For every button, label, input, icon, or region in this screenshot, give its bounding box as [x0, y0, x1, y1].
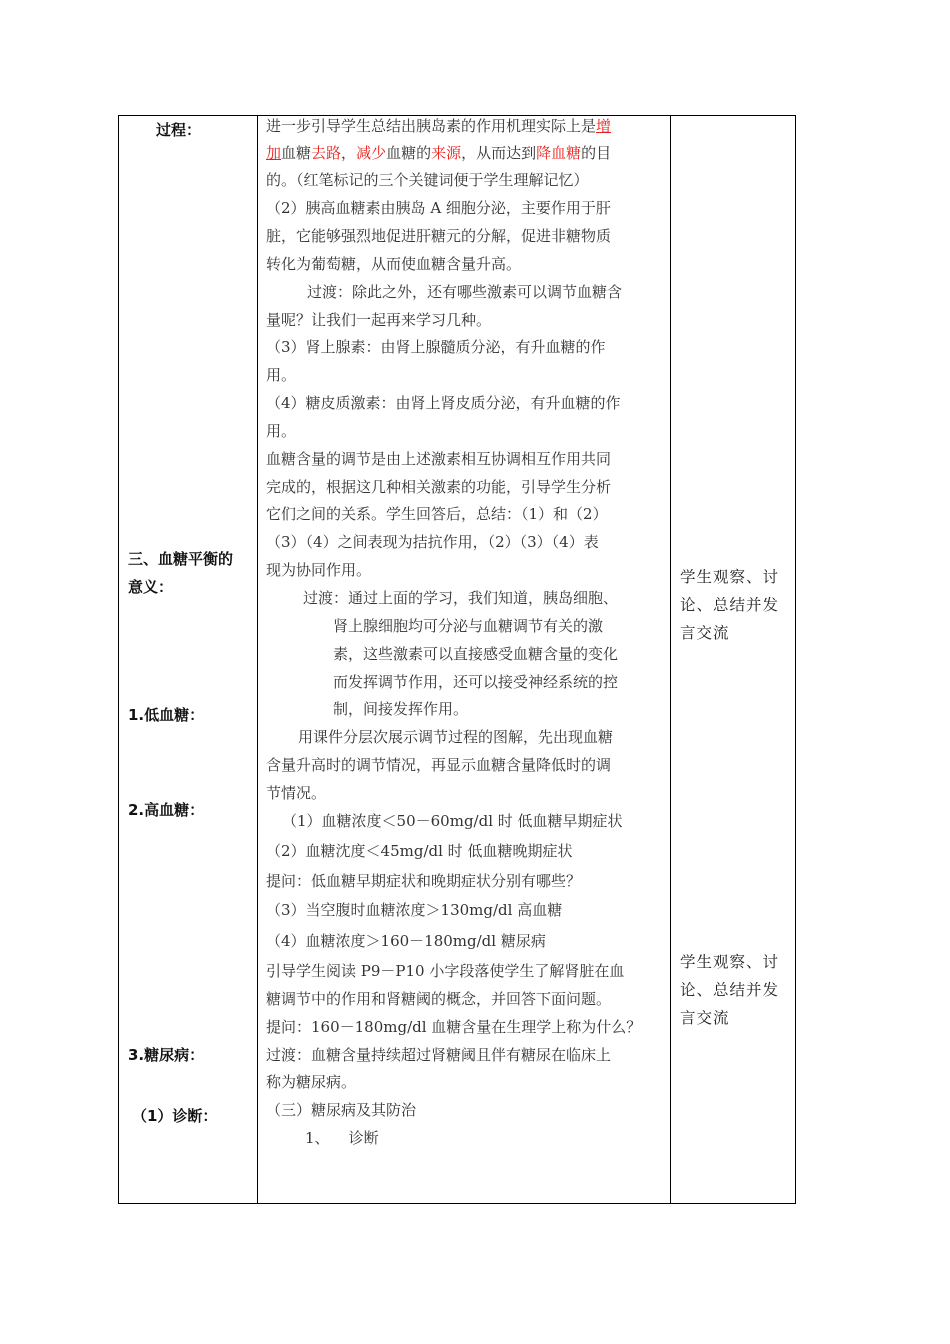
- diagnosis-label: （1）诊断：: [132, 1107, 218, 1125]
- content-line: 而发挥调节作用，还可以接受神经系统的控: [333, 673, 619, 691]
- student-activity-text: 言交流: [680, 1009, 730, 1027]
- content-line: 含量升高时的调节情况，再显示血糖含量降低时的调: [266, 756, 612, 774]
- content-line: （4）糖皮质激素：由肾上肾皮质分泌，有升血糖的作: [266, 394, 621, 412]
- student-activity-text: 言交流: [680, 624, 730, 642]
- content-text: ，从而达到: [461, 144, 537, 162]
- diabetes-label: 3.糖尿病：: [128, 1046, 205, 1064]
- content-line: （4）血糖浓度＞160－180mg/dl 糖尿病: [266, 932, 546, 950]
- keyword-lower-sugar: 降血糖: [536, 144, 582, 162]
- process-label: 过程：: [156, 121, 202, 139]
- keyword-increase: 增: [596, 117, 612, 135]
- content-line: 完成的，根据这几种相关激素的功能，引导学生分析: [266, 478, 612, 496]
- student-activity-column: [671, 116, 795, 1203]
- content-text: ，: [341, 144, 357, 162]
- content-line: [266, 143, 611, 163]
- content-line: 节情况。: [266, 784, 327, 802]
- content-line: （三）糖尿病及其防治: [266, 1101, 417, 1119]
- content-line: 它们之间的关系。学生回答后，总结：（1）和（2）: [266, 505, 608, 523]
- content-line: 的。（红笔标记的三个关键词便于学生理解记忆）: [266, 171, 589, 189]
- content-line: 素，这些激素可以直接感受血糖含量的变化: [333, 645, 619, 663]
- content-line: [266, 116, 611, 136]
- content-line: 现为协同作用。: [266, 561, 372, 579]
- content-line: （3）（4）之间表现为拮抗作用，（2）（3）（4）表: [266, 533, 599, 551]
- keyword-increase: 加: [266, 144, 282, 162]
- content-text: 血糖: [281, 144, 312, 162]
- content-line: （3）当空腹时血糖浓度＞130mg/dl 高血糖: [266, 901, 563, 919]
- content-line: 过渡：通过上面的学习，我们知道，胰岛细胞、: [303, 589, 619, 607]
- content-line: （1）血糖浓度＜50－60mg/dl 时 低血糖早期症状: [282, 812, 623, 830]
- content-text: 进一步引导学生总结出胰岛素的作用机理实际上是: [266, 117, 597, 135]
- keyword-reduce: 减少: [356, 144, 387, 162]
- content-line: 转化为葡萄糖，从而使血糖含量升高。: [266, 255, 522, 273]
- content-line: 称为糖尿病。: [266, 1073, 357, 1091]
- content-line: 用课件分层次展示调节过程的图解，先出现血糖: [298, 728, 614, 746]
- content-line: 提问：160－180mg/dl 血糖含量在生理学上称为什么？: [266, 1018, 642, 1036]
- keyword-outlet: 去路: [311, 144, 342, 162]
- content-line: 用。: [266, 366, 297, 384]
- content-line: 引导学生阅读 P9－P10 小字段落使学生了解肾脏在血: [266, 962, 625, 980]
- student-activity-text: 学生观察、讨: [680, 953, 780, 971]
- content-line: 制，间接发挥作用。: [333, 700, 469, 718]
- content-line: 脏，它能够强烈地促进肝糖元的分解，促进非糖物质: [266, 227, 612, 245]
- content-line: 血糖含量的调节是由上述激素相互协调相互作用共同: [266, 450, 612, 468]
- section-label-column: [119, 116, 257, 1203]
- low-blood-sugar-label: 1.低血糖：: [128, 706, 205, 724]
- section3-heading-line1: 三、血糖平衡的: [128, 550, 234, 568]
- keyword-source: 来源: [431, 144, 462, 162]
- student-activity-text: 论、总结并发: [680, 981, 780, 999]
- content-line: 提问：低血糖早期症状和晚期症状分别有哪些？: [266, 872, 582, 890]
- student-activity-text: 学生观察、讨: [680, 568, 780, 586]
- content-text: 血糖的: [386, 144, 432, 162]
- content-line: （2）血糖沈度＜45mg/dl 时 低血糖晚期症状: [266, 842, 573, 860]
- content-text: 的目: [581, 144, 612, 162]
- content-line: （2）胰高血糖素由胰岛 A 细胞分泌，主要作用于肝: [266, 199, 611, 217]
- lesson-table: [118, 115, 796, 1204]
- content-line: 量呢？让我们一起再来学习几种。: [266, 311, 492, 329]
- student-activity-text: 论、总结并发: [680, 596, 780, 614]
- content-line: 肾上腺细胞均可分泌与血糖调节有关的激: [333, 617, 604, 635]
- teaching-content-column: [258, 116, 670, 1203]
- content-line: 1、 诊断: [305, 1129, 379, 1147]
- content-line: 过渡：除此之外，还有哪些激素可以调节血糖含: [307, 283, 623, 301]
- high-blood-sugar-label: 2.高血糖：: [128, 801, 205, 819]
- content-line: 用。: [266, 422, 297, 440]
- content-line: 过渡：血糖含量持续超过肾糖阈且伴有糖尿在临床上: [266, 1046, 612, 1064]
- section3-heading-line2: 意义：: [128, 578, 174, 596]
- content-line: （3）肾上腺素：由肾上腺髓质分泌，有升血糖的作: [266, 338, 606, 356]
- content-line: 糖调节中的作用和肾糖阈的概念，并回答下面问题。: [266, 990, 612, 1008]
